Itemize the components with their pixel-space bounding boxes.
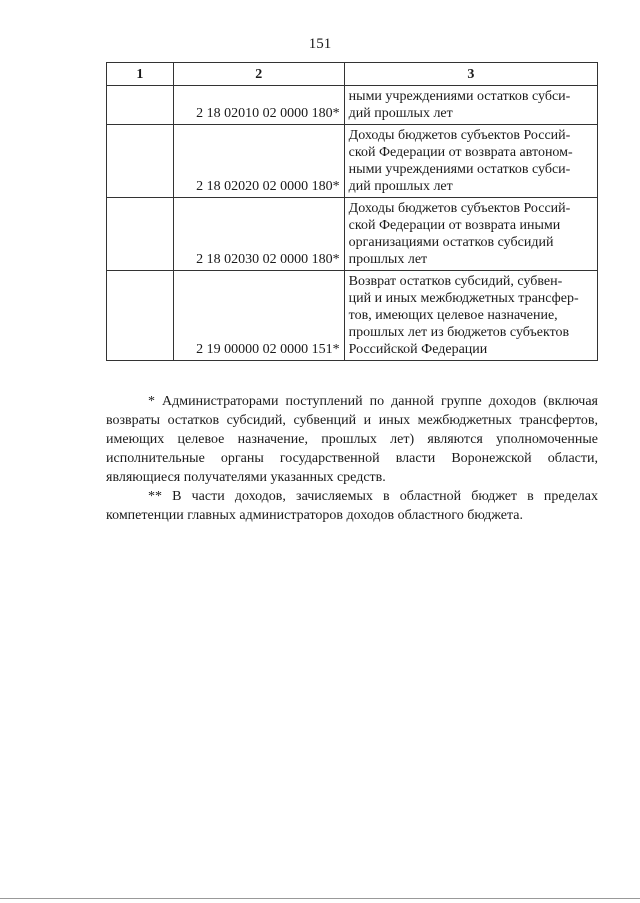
table-cell-col1: [107, 125, 174, 198]
table-row: [107, 86, 598, 125]
table-cell-col1: [107, 86, 174, 125]
table-row: [107, 271, 598, 361]
revenue-code: 2 18 02020 02 0000 180*: [173, 125, 344, 198]
column-header-3: 3: [344, 63, 597, 86]
revenue-code: 2 19 00000 02 0000 151*: [173, 271, 344, 361]
table-cell-col1: [107, 271, 174, 361]
table-cell-col1: [107, 198, 174, 271]
page-bottom-edge: [0, 898, 640, 899]
revenue-code: 2 18 02010 02 0000 180*: [173, 86, 344, 125]
table-row: [107, 125, 598, 198]
table-row: [107, 198, 598, 271]
footnote-double-asterisk: ** В части доходов, зачисляемых в областной бюджет в пределах компетенции главных администраторов доходов областного бюджета.: [106, 489, 598, 523]
revenue-table: [106, 62, 598, 361]
revenue-code: 2 18 02030 02 0000 180*: [173, 198, 344, 271]
page-number: 151: [308, 36, 332, 52]
column-header-1: 1: [107, 63, 174, 86]
revenue-description: Доходы бюджетов субъектов Россий- ской Федерации от возврата автоном- ными учреждениями остатков субси- дий прошлых лет: [344, 125, 597, 198]
revenue-description: Возврат остатков субсидий, субвен- ций и иных межбюджетных трансфер- тов, имеющих целевое назначение, прошлых лет из бюджетов субъектов Российской Федерации: [344, 271, 597, 361]
table-header-row: [107, 63, 598, 86]
footnote-single-asterisk: * Администраторами поступлений по данной группе доходов (включая возвраты остатков субсидий, субвенций и иных межбюджетных трансфертов, имеющих целевое назначение, прошлых лет) являются уполномоченные исполнительные органы государственной власти Воронежской области, являющиеся получателями указанных средств.: [106, 394, 598, 485]
column-header-2: 2: [173, 63, 344, 86]
revenue-description: ными учреждениями остатков субси- дий прошлых лет: [344, 86, 597, 125]
revenue-description: Доходы бюджетов субъектов Россий- ской Федерации от возврата иными организациями остатков субсидий прошлых лет: [344, 198, 597, 271]
footnotes: [106, 392, 598, 525]
